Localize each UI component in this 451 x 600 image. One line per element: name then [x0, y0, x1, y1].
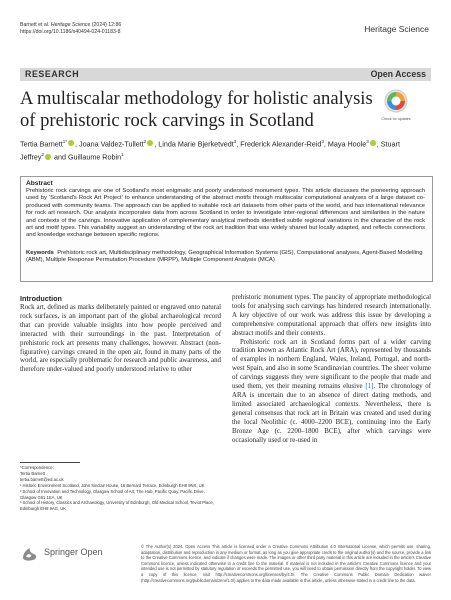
journal-name: Heritage Science — [364, 24, 429, 34]
author-valdez-tullett[interactable]: , Joana Valdez-Tullett — [75, 139, 144, 149]
affiliation-3: ³ School of History, Classics and Archaeology, University of Edinburgh, Old Medical School, Teviot Place, Edinburgh EH8 9AG, UK — [20, 500, 214, 512]
keywords — [26, 250, 425, 265]
author-affiliation-mark: 3 — [321, 139, 324, 144]
abstract-text: Prehistoric rock carvings are one of Scotland's most enigmatic and poorly understood monument types. This article discusses the pioneering approach used by 'Scotland's Rock Art Project' to enhance understanding of the abstract motifs through multiscalar computational analyses of a large dataset co-produced with community teams. The approach can be applied to suitable rock art datasets from other parts of the world, and has international relevance for rock art research. Our analysis incorporates data from across Scotland in order to investigate inter-regional differences and similarities in the nature and contexts of the carvings. Innovative application of complementary analytical methods identified subtle regional variations in the character of the rock art and motif types. This variability suggest an understanding of the rock art tradition that was widely shared but locally adapted, and reflects connections and knowledge exchange between specific regions. — [26, 188, 425, 239]
author-affiliation-mark: 1* — [62, 139, 68, 144]
author-bjerketvedt[interactable]: , Linda Marie Bjerketvedt — [154, 139, 234, 149]
paragraph-text: Prehistoric rock art in Scotland forms part of a wider carving tradition known as Atlantic Rock Art (ARA), represented by thousands of examples in northern England, Wales, Ireland, Portugal, and north-west Spain, and also in some Scandinavian countries. The sheer volume of carvings suggests they were significant to the people that made and used them, yet their meaning remains elusive — [232, 338, 431, 391]
author-barnett[interactable]: Tertia Barnett — [20, 139, 63, 149]
author-alexander-reid[interactable]: , Frederick Alexander-Reid — [236, 139, 322, 149]
article-type-band — [20, 68, 431, 81]
orcid-icon[interactable] — [147, 140, 153, 146]
author-jeffrey[interactable]: , Stuart Jeffrey — [20, 139, 400, 162]
footnotes — [20, 465, 221, 512]
abstract-heading: Abstract — [26, 180, 53, 187]
keywords-label: Keywords — [26, 250, 54, 256]
author-affiliation-mark: 2 — [143, 139, 147, 144]
author-affiliation-mark: 2 — [41, 152, 44, 158]
author-hoole[interactable]: , Maya Hoole — [323, 139, 367, 149]
check-for-updates-label[interactable]: Check for updates — [381, 117, 411, 121]
citation-journal: Heritage Science — [50, 22, 91, 28]
header-citation — [20, 22, 121, 36]
author-list — [20, 136, 425, 163]
author-robin[interactable]: and Guillaume Robin — [51, 152, 122, 162]
publisher-name: Springer Open — [44, 547, 103, 557]
orcid-icon[interactable] — [68, 140, 74, 146]
citation-volume: (2024) 12:86 — [90, 22, 122, 28]
body-column-left — [20, 304, 221, 375]
correspondence-name: Tertia Barnett — [20, 470, 45, 476]
citation-authors: Barnett et al. — [20, 22, 51, 28]
article-title: A multiscalar methodology for holistic analysis of prehistoric rock carvings in Scotland — [20, 88, 373, 131]
orcid-icon[interactable] — [370, 140, 376, 146]
correspondence-label: *Correspondence: — [20, 465, 54, 470]
springer-open-logo-icon — [20, 546, 40, 562]
affiliation-1: ¹ Historic Environment Scotland, John Sinclair House, 16 Bernard Terrace, Edinburgh EH8 9NX, UK — [20, 482, 205, 488]
citation-link[interactable]: [1] — [365, 383, 374, 391]
author-affiliation-mark: 1 — [121, 152, 124, 158]
citation-line-1 — [20, 22, 121, 29]
intro-paragraph-2: prehistoric monument types. The paucity of appropriate methodological tools for analysing such carvings has hindered research internationally. A key objective of our work was address this issue by developing a comprehensive computational approach that offers new insights into abstract motifs and their contexts. — [232, 294, 431, 337]
body-column-right — [232, 294, 431, 445]
intro-paragraph-3 — [232, 339, 431, 446]
doi-link[interactable]: https://doi.org/10.1186/s40494-024-01183-8 — [20, 29, 121, 35]
orcid-icon[interactable] — [45, 154, 51, 160]
article-type-label: RESEARCH — [25, 69, 80, 79]
affiliation-2: ² School of Innovation and Technology, Glasgow School of Art, The Hub, Pacific Quay, Pacific Drive, Glasgow G51 1EA, UK — [20, 488, 205, 500]
author-affiliation-mark: 3 — [366, 139, 369, 144]
license-text: © The Author(s) 2024. Open Access This article is licensed under a Creative Commons Attribution 4.0 International License, which permits use, sharing, adaptation, distribution and reproduction in any medium or format, as long as you give appropriate credit to the original author(s) and the source, provide a link to the Creative Commons licence, and indicate if changes were made. The images or other third party material in this article are included in the article's Creative Commons licence, unless indicated otherwise in a credit line to the material. If material is not included in the article's Creative Commons licence and your intended use is not permitted by statutory regulation or exceeds the permitted use, you will need to obtain permission directly from the copyright holder. To view a copy of this licence, visit http://creativecommons.org/licenses/by/4.0/. The Creative Commons Public Domain Dedication waiver (http://creativecommons.org/publicdomain/zero/1.0/) applies to the data made available in this article, unless otherwise stated in a credit line to the data. — [141, 544, 431, 583]
author-affiliation-mark: 3 — [233, 139, 237, 144]
open-access-label: Open Access — [370, 69, 426, 79]
introduction-heading: Introduction — [20, 294, 62, 303]
keywords-list: Prehistoric rock art, Multidisciplinary methodology, Geographical Information Systems (GIS), Computational analyses, Agent-Based Modelling (ABM), Multiple Response Permutation Procedure (MRPP), Multiple Component Analysis (MCA) — [26, 250, 423, 264]
intro-paragraph-1: Rock art, defined as marks deliberately painted or engraved onto natural rock surfaces, is an important part of the global archaeological record that can provide valuable insights into how people perceived and interacted with their surroundings in the past. Interpretation of prehistoric rock art presents many challenges, however. Abstract (non-figurative) carvings created in the open air, found in many parts of the world, are especially problematic for research and public awareness, and therefore under-valued and poorly understood relative to other — [20, 304, 221, 374]
paragraph-text: . The chronology of ARA is uncertain due to an absence of direct dating methods, and limited associated archaeological contexts. Nevertheless, there is general consensus that rock art in Britain was created and used during the local Neolithic (c. 4000–2200 BCE), continuing into the Early Bronze Age (c. 2200–1800 BCE), after which carvings were occasionally used or re-used in — [232, 383, 431, 444]
footnote-divider — [20, 462, 80, 463]
correspondence-email[interactable]: tertia.barnett@ed.ac.uk — [20, 476, 64, 482]
check-for-updates-icon[interactable] — [383, 88, 409, 118]
